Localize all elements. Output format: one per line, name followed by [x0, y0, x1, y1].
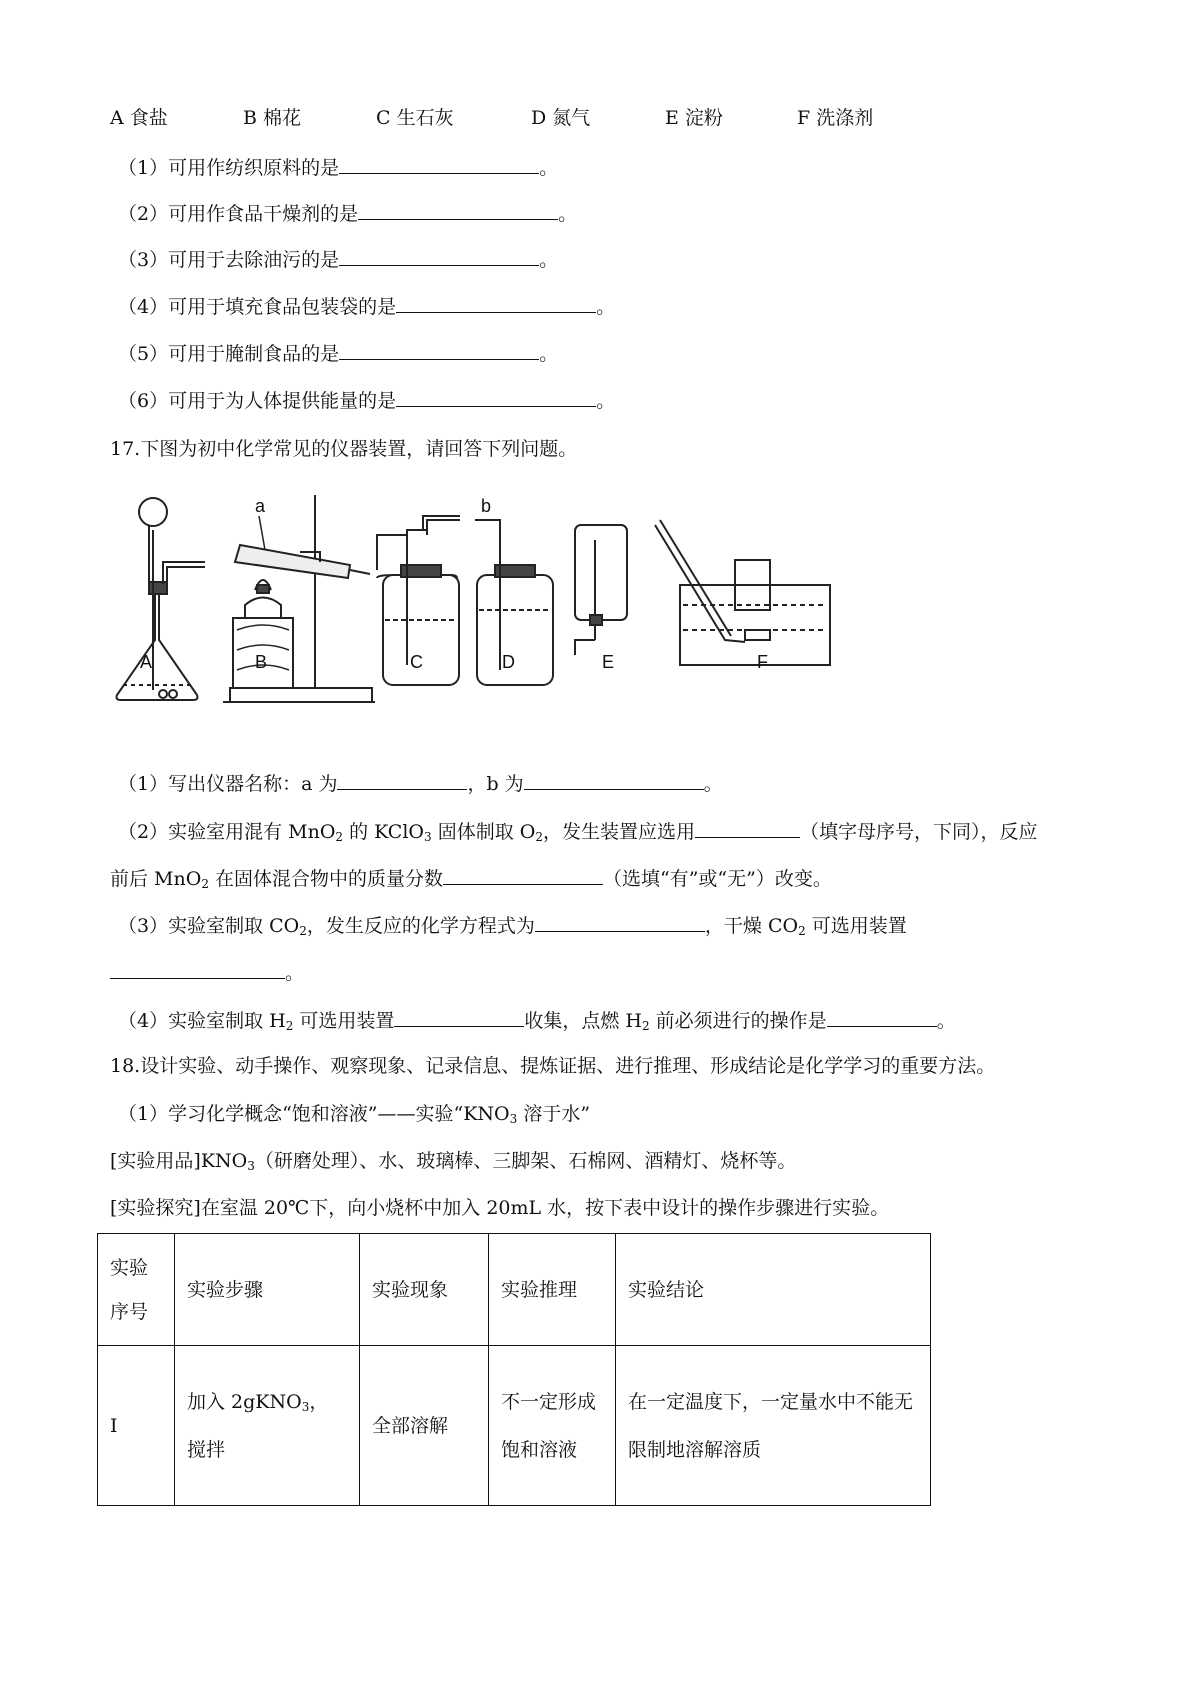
water-trough — [655, 520, 830, 665]
answer-blank[interactable] — [358, 199, 558, 220]
q17-title: 17.下图为初中化学常见的仪器装置，请回答下列问题。 — [110, 438, 578, 460]
answer-blank[interactable] — [339, 339, 539, 360]
header-phenomenon: 实验现象 — [360, 1234, 489, 1346]
answer-blank[interactable] — [524, 769, 704, 790]
flask-apparatus — [117, 498, 206, 700]
answer-blank[interactable] — [695, 817, 800, 838]
q18-supplies: [实验用品]$KNO_3$（研磨处理）、水、玻璃棒、三脚架、石棉网、酒精灯、烧杯等。 — [110, 1150, 797, 1173]
q17-part-2: （2）实验室用混有 MnO$_2$ 的 KClO$_3$ 固体制取 $O_2$，发生装置应选用 （填字母序号，下同），反应 — [118, 817, 1037, 845]
header-id: 实验序号 — [98, 1234, 175, 1346]
q17-part-4: （4）实验室制取 $H_2$ 可选用装置 收集，点燃 $H_2$ 前必须进行的操作是 。 — [118, 1006, 956, 1034]
row-step: 加入 2gKNO$_3$，搅拌 — [175, 1346, 360, 1506]
label-a: A — [140, 652, 153, 672]
answer-blank[interactable] — [396, 292, 596, 313]
label-c: C — [410, 652, 423, 672]
q16-item-1: （1）可用作纺织原料的是 。 — [118, 153, 558, 181]
apparatus-figure — [105, 490, 885, 740]
q17-part-1: （1）写出仪器名称：a 为 ，b 为 。 — [118, 769, 723, 797]
q16-item-2: （2）可用作食品干燥剂的是 。 — [118, 199, 577, 227]
q16-item-5: （5）可用于腌制食品的是 。 — [118, 339, 558, 367]
tag-b: b — [481, 496, 492, 516]
answer-blank[interactable] — [535, 911, 705, 932]
answer-blank[interactable] — [337, 769, 467, 790]
q17-part-3: （3）实验室制取 $CO_2$，发生反应的化学方程式为 ，干燥 $CO_2$ 可选用装置 — [118, 911, 907, 939]
tag-a: a — [255, 496, 266, 516]
label-d: D — [502, 652, 515, 672]
header-conclusion: 实验结论 — [616, 1234, 931, 1346]
answer-blank[interactable] — [339, 153, 539, 174]
experiment-table — [97, 1233, 931, 1506]
answer-blank[interactable] — [394, 1006, 524, 1027]
q18-explore: [实验探究]在室温 20℃下，向小烧杯中加入 20mL 水，按下表中设计的操作步骤进行实验。 — [110, 1197, 890, 1219]
q16-item-6: （6）可用于为人体提供能量的是 。 — [118, 386, 615, 414]
option-f: F 洗涤剂 — [797, 107, 874, 129]
q18-part-1: （1）学习化学概念“饱和溶液”——实验“$KNO_3$ 溶于水” — [118, 1103, 591, 1126]
label-b: B — [255, 652, 268, 672]
option-b: B 棉花 — [243, 107, 302, 129]
header-reasoning: 实验推理 — [489, 1234, 616, 1346]
q16-item-4: （4）可用于填充食品包装袋的是 。 — [118, 292, 615, 320]
row-id: I — [98, 1346, 175, 1506]
heating-apparatus — [223, 495, 375, 702]
q16-item-3: （3）可用于去除油污的是 。 — [118, 245, 558, 273]
row-phenomenon: 全部溶解 — [360, 1346, 489, 1506]
table-header-row — [98, 1234, 931, 1346]
answer-blank[interactable] — [396, 386, 596, 407]
inverted-bottle — [575, 525, 627, 655]
answer-blank[interactable] — [827, 1006, 937, 1027]
option-d: D 氮气 — [531, 107, 591, 129]
table-row — [98, 1346, 931, 1506]
label-e: E — [602, 652, 615, 672]
q17-part-3-line-2: 。 — [110, 958, 304, 986]
answer-blank[interactable] — [443, 864, 603, 885]
option-a: A 食盐 — [110, 107, 168, 129]
row-conclusion: 在一定温度下，一定量水中不能无限制地溶解溶质 — [616, 1346, 931, 1506]
row-reasoning: 不一定形成饱和溶液 — [489, 1346, 616, 1506]
label-f: F — [757, 652, 768, 672]
option-c: C 生石灰 — [376, 107, 454, 129]
q17-part-2-line-2: 前后 MnO$_2$ 在固体混合物中的质量分数 （选填“有”或“无”）改变。 — [110, 864, 832, 892]
header-step: 实验步骤 — [175, 1234, 360, 1346]
answer-blank[interactable] — [110, 958, 285, 979]
q18-title: 18.设计实验、动手操作、观察现象、记录信息、提炼证据、进行推理、形成结论是化学学习的重要方法。 — [110, 1055, 996, 1077]
answer-blank[interactable] — [339, 245, 539, 266]
option-e: E 淀粉 — [665, 107, 723, 129]
